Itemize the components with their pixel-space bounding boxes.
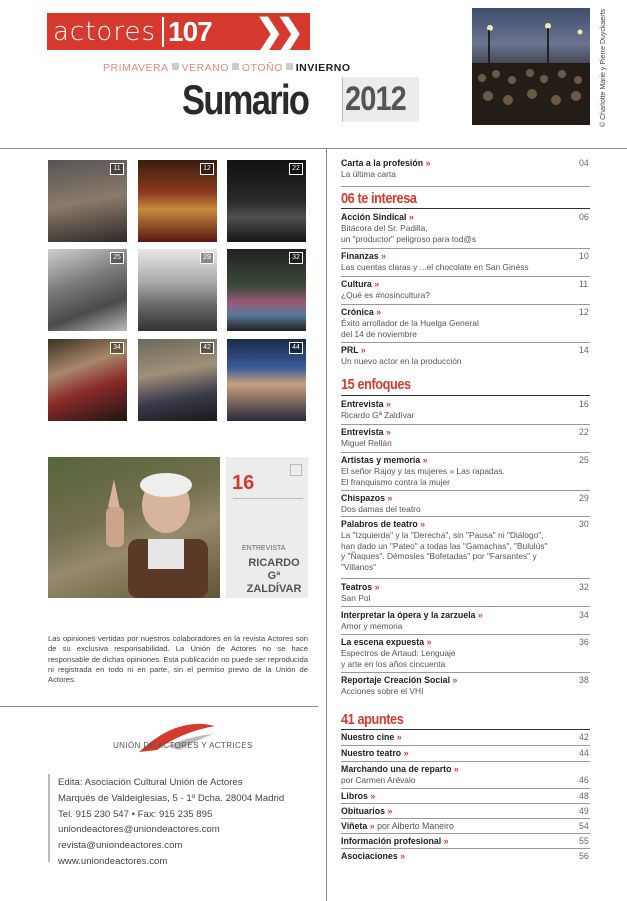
toc-page: 11 (579, 279, 589, 289)
page-badge: 42 (200, 342, 214, 354)
arrow-icon: » (376, 307, 382, 317)
toc-page: 48 (579, 791, 589, 801)
toc-rule (341, 186, 590, 187)
toc-item-title: Crónica (341, 307, 374, 317)
toc-rule (341, 803, 590, 804)
square-icon (172, 63, 179, 70)
toc-item[interactable] (341, 806, 591, 817)
toc-item[interactable] (341, 610, 591, 632)
toc-item-subtitle: San Pol (341, 593, 371, 603)
website-link[interactable]: www.uniondeactores.com (58, 855, 168, 867)
toc-item-subtitle: Bitácora del Sr. Padilla, (341, 223, 428, 233)
toc-item[interactable] (341, 748, 591, 759)
page-badge: 11 (110, 163, 124, 175)
toc-item[interactable] (341, 519, 591, 572)
arrow-icon: » (403, 748, 409, 758)
toc-page: 34 (579, 610, 589, 620)
toc-page: 46 (579, 775, 589, 785)
toc-item-title: Obituarios (341, 806, 385, 816)
toc-page: 04 (579, 158, 589, 168)
arrow-icon: » (381, 251, 386, 261)
toc-rule (341, 342, 590, 343)
toc-item-title: Chispazos (341, 493, 385, 503)
thumbnail-32[interactable] (227, 249, 306, 331)
toc-item-title: Cultura (341, 279, 372, 289)
toc-rule (341, 634, 590, 635)
feature-card-divider (233, 498, 303, 499)
page-badge: 29 (200, 252, 214, 264)
toc-rule (341, 516, 590, 517)
brand-name: actores (53, 16, 156, 47)
page-badge: 34 (110, 342, 124, 354)
page-badge: 32 (289, 252, 303, 264)
address-accent-bar (48, 774, 50, 862)
toc-item-subtitle: Las cuentas claras y ...el chocolate en San Ginéss (341, 262, 529, 272)
toc-item-title: Reportaje Creación Social (341, 675, 451, 685)
masthead-bar (47, 13, 310, 50)
toc-page: 55 (579, 836, 589, 846)
toc-item-subtitle: Un nuevo actor en la producción (341, 356, 462, 366)
toc-item-title: Asociaciones (341, 851, 398, 861)
arrow-icon: » (425, 158, 431, 168)
arrow-icon: » (369, 821, 375, 831)
season-summer: VERANO (181, 62, 229, 74)
page-badge: 12 (200, 163, 214, 175)
toc-page: 10 (579, 251, 589, 261)
toc-item-subtitle: Amor y memoria (341, 621, 403, 631)
toc-item-subtitle: La última carta (341, 169, 396, 179)
toc-rule (341, 788, 590, 789)
toc-item-subtitle: La "Izquierda" y la "Derecha", sin "Pausa" ni "Diálogo", (341, 530, 544, 540)
section-heading: 06 te interesa (341, 190, 417, 207)
toc-item-title: Teatros (341, 582, 373, 592)
section-rule (341, 729, 590, 730)
arrow-icon: » (386, 427, 391, 437)
email-link[interactable]: revista@uniondeactores.com (58, 840, 183, 852)
toc-item[interactable] (341, 251, 591, 273)
photo-credit: © Charlotte Marie y Pierre Duyckaerts (600, 9, 607, 127)
page-badge: 22 (289, 163, 303, 175)
square-icon (286, 63, 293, 70)
address-line: Marqués de Valdeiglesias, 5 - 1º Dcha. 28004 Madrid (58, 792, 285, 804)
toc-rule (341, 490, 590, 491)
toc-item[interactable] (341, 493, 591, 515)
arrow-icon: » (426, 637, 432, 647)
toc-item-byline: por Alberto Maneiro (377, 821, 454, 831)
arrow-icon: » (408, 212, 414, 222)
arrow-icon: » (477, 610, 483, 620)
page-badge: 25 (110, 252, 124, 264)
toc-rule (341, 452, 590, 453)
arrow-icon: » (396, 732, 402, 742)
double-chevron-icon: ❯❯ (255, 12, 296, 51)
toc-item-title: Nuestro teatro (341, 748, 402, 758)
section-heading: 41 apuntes (341, 711, 404, 728)
toc-item-subtitle: Miguel Rellán (341, 438, 392, 448)
toc-page: 49 (579, 806, 589, 816)
arrow-icon: » (422, 455, 428, 465)
arrow-icon: » (374, 279, 380, 289)
toc-rule (341, 606, 590, 607)
thumbnail-12[interactable] (138, 160, 217, 242)
toc-item[interactable] (341, 836, 591, 847)
toc-item[interactable] (341, 212, 591, 244)
toc-item-subtitle: y arte en los años cincuenta (341, 658, 446, 669)
toc-item-subtitle: El franquismo contra la mujer (341, 476, 450, 487)
arrow-icon: » (452, 675, 458, 685)
toc-rule (341, 424, 590, 425)
toc-rule (341, 248, 590, 249)
toc-rule (341, 672, 590, 673)
header-divider (0, 148, 627, 149)
toc-page: 54 (579, 821, 589, 831)
toc-item[interactable] (341, 279, 591, 301)
toc-page: 29 (579, 493, 589, 503)
interviewee-portrait-image (48, 457, 220, 598)
toc-item-subtitle: Acciones sobre el VHI (341, 686, 424, 696)
toc-item-title: PRL (341, 345, 359, 355)
toc-item-title: Carta a la profesión (341, 158, 424, 168)
arrow-icon: » (387, 493, 393, 503)
toc-item-subtitle: y "Ñaques". Démosles "Bofetadas" por "Farsantes" y (341, 551, 537, 562)
feature-name: RICARDO Gª ZALDÍVAR (246, 557, 302, 595)
season-autumn: OTOÑO (241, 62, 283, 74)
year-label: 2012 (345, 80, 406, 118)
toc-page: 36 (579, 637, 589, 647)
toc-item-title: Información profesional (341, 836, 442, 846)
toc-rule (341, 745, 590, 746)
toc-item[interactable] (341, 399, 591, 421)
disclaimer: Las opiniones vertidas por nuestros colaboradores en la revista Actores son de su exclusiva responsabilidad. La Unión de Actores no se hace responsable de dichas opiniones. Esta publicación no puede ser reproducida ni registrada en todo ni en parte, sin el permiso previo de la Unión de Actores. (48, 634, 308, 685)
toc-item[interactable] (341, 582, 591, 604)
arrow-icon: » (386, 399, 391, 409)
section-rule (341, 208, 590, 209)
arrow-icon: » (360, 345, 366, 355)
toc-page: 42 (579, 732, 589, 742)
union-logo-icon (137, 722, 217, 758)
arrow-icon: » (420, 519, 426, 529)
toc-page: 38 (579, 675, 589, 685)
toc-item[interactable] (341, 821, 591, 832)
toc-item-subtitle: ¿Qué es #nosincultura? (341, 290, 430, 300)
thumbnail-11[interactable] (48, 160, 127, 242)
thumbnail-25[interactable] (48, 249, 127, 331)
arrow-icon: » (370, 791, 376, 801)
arrow-icon: » (374, 582, 380, 592)
toc-page: 06 (579, 212, 589, 222)
toc-item-subtitle: por Carmen Arévalo (341, 775, 416, 785)
toc-item-title: Acción Sindical (341, 212, 407, 222)
thumbnail-22[interactable] (227, 160, 306, 242)
toc-item-title: Entrevista (341, 399, 384, 409)
toc-item-subtitle: El señor Rajoy y las mujeres » Las rapadas. (341, 466, 505, 476)
toc-item-title: Finanzas (341, 251, 379, 261)
toc-rule (341, 833, 590, 834)
toc-page: 12 (579, 307, 589, 317)
toc-item[interactable] (341, 637, 591, 669)
toc-item[interactable] (341, 307, 591, 339)
phone-line: Tel. 915 230 547 • Fax: 915 235 895 (58, 808, 213, 820)
toc-item[interactable] (341, 158, 591, 180)
toc-page: 44 (579, 748, 589, 758)
cover-photo (472, 8, 590, 125)
thumbnail-42[interactable] (138, 339, 217, 421)
toc-item-subtitle: han dado un "Pateo" a todas las "Gamachas", "Bululús" (341, 540, 548, 551)
toc-item-title: Nuestro cine (341, 732, 395, 742)
toc-page: 25 (579, 455, 589, 465)
toc-item[interactable] (341, 675, 591, 697)
toc-item-title: Entrevista (341, 427, 384, 437)
arrow-icon: » (387, 806, 393, 816)
crowd-street-image (472, 8, 590, 125)
toc-rule (341, 578, 590, 579)
toc-rule (341, 848, 590, 849)
issue-number: 107 (168, 15, 212, 47)
email-link[interactable]: uniondeactores@uniondeactores.com (58, 824, 220, 836)
thumbnail-34[interactable] (48, 339, 127, 421)
toc-item[interactable] (341, 345, 591, 367)
section-heading: 15 enfoques (341, 376, 411, 393)
page-title: Sumario (182, 76, 309, 123)
toc-item-title: Libros (341, 791, 368, 801)
toc-item-title: Marchando una de reparto (341, 764, 452, 774)
arrow-icon: » (453, 764, 459, 774)
season-line (103, 62, 351, 74)
toc-page: 32 (579, 582, 589, 592)
toc-item[interactable] (341, 851, 591, 862)
toc-page: 30 (579, 519, 589, 529)
publisher-line: Edita: Asociación Cultural Unión de Actores (58, 777, 243, 788)
publisher-block (58, 775, 298, 870)
toc-item-title: Palabros de teatro (341, 519, 418, 529)
square-icon (232, 63, 239, 70)
toc-item-title: Artistas y memoria (341, 455, 421, 465)
toc-item[interactable] (341, 732, 591, 743)
toc-item-subtitle: Éxito arrollador de la Huelga General (341, 318, 479, 328)
season-winter: INVIERNO (295, 62, 351, 74)
toc-item-subtitle: del 14 de noviembre (341, 328, 417, 339)
toc-item-title: Viñeta (341, 821, 368, 831)
feature-page-number: 16 (232, 472, 255, 494)
toc-page: 16 (579, 399, 589, 409)
section-rule (341, 395, 590, 396)
toc-item-title: La escena expuesta (341, 637, 425, 647)
union-logo-text: UNIÓN DE ACTORES Y ACTRICES (113, 741, 253, 750)
season-spring: PRIMAVERA (103, 62, 169, 74)
toc-rule (341, 761, 590, 762)
toc-item-subtitle: Ricardo Gª Zaldívar (341, 410, 415, 420)
toc-item-subtitle: Espectros de Artaud: Lenguaje (341, 648, 456, 658)
toc-item[interactable] (341, 455, 591, 487)
toc-page: 14 (579, 345, 589, 355)
page-badge: 44 (289, 342, 303, 354)
toc-page: 22 (579, 427, 589, 437)
toc-item-subtitle: "Villanos" (341, 561, 377, 572)
toc-item-title: Interpretar la ópera y la zarzuela (341, 610, 476, 620)
left-divider (0, 706, 318, 707)
feature-photo[interactable] (48, 457, 220, 598)
square-icon (290, 464, 302, 476)
thumbnail-29[interactable] (138, 249, 217, 331)
arrow-icon: » (443, 836, 449, 846)
column-divider (326, 148, 327, 901)
toc-item-subtitle: un "productor" peligroso para tod@s (341, 233, 477, 244)
thumbnail-44[interactable] (227, 339, 306, 421)
toc-item[interactable] (341, 764, 591, 786)
arrow-icon: » (400, 851, 406, 861)
toc-page: 56 (579, 851, 589, 861)
toc-rule (341, 276, 590, 277)
feature-label: ENTREVISTA (242, 545, 286, 552)
toc-item[interactable] (341, 791, 591, 802)
toc-item-subtitle: Dos damas del teatro (341, 504, 421, 514)
toc-rule (341, 818, 590, 819)
toc-item[interactable] (341, 427, 591, 449)
toc-rule (341, 304, 590, 305)
